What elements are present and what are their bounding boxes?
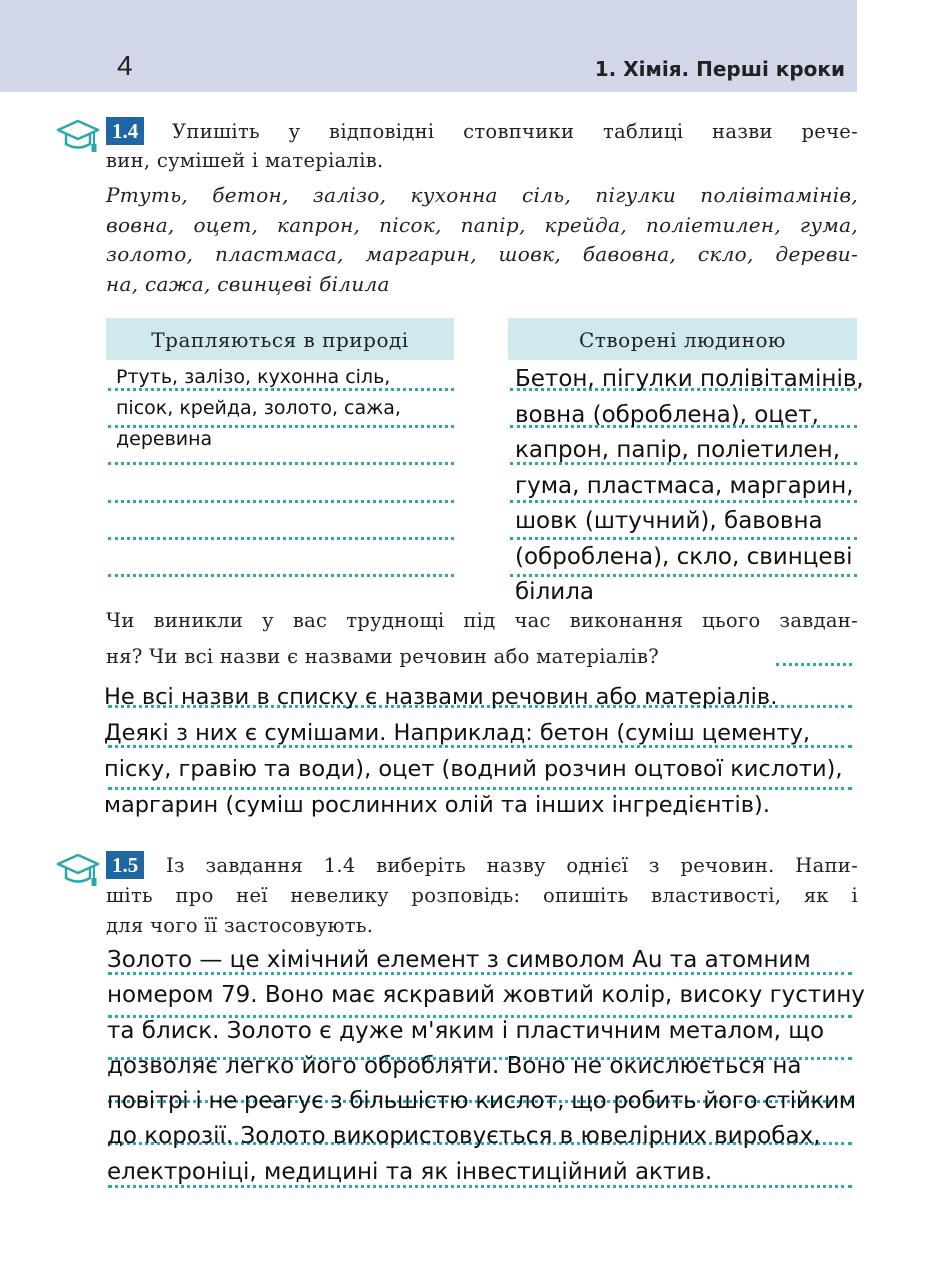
followup-question — [106, 606, 858, 672]
task-prompt-line: шіть про неї невелику розповідь: опишіть властивості, як і — [106, 884, 858, 907]
human-answer-line: шовк (штучний), бавовна — [515, 508, 823, 534]
answer-line — [108, 500, 454, 503]
task-prompt-line: для чого її застосовують. — [106, 914, 374, 937]
task-prompt — [166, 851, 858, 881]
story-answer — [107, 943, 865, 1190]
followup-answer — [104, 679, 843, 823]
task-prompt-line: Упишіть у відповідні стовпчики таблиці назви рече- — [172, 120, 858, 143]
graduation-cap-icon — [56, 118, 102, 154]
story-answer-line: та блиск. Золото є дуже м'яким і пластичним металом, що — [107, 1017, 825, 1044]
word-list-line: Ртуть, бетон, залізо, кухонна сіль, пігулки полівітамінів, — [106, 183, 858, 207]
natural-answer — [116, 362, 401, 455]
column-header-natural: Трапляються в природі — [106, 318, 454, 360]
story-answer-line: номером 79. Воно має яскравий жовтий колір, високу густину — [107, 982, 865, 1009]
task-prompt — [172, 117, 858, 147]
chapter-title: 1. Хімія. Перші кроки — [594, 57, 845, 81]
followup-answer-line: Не всі назви в списку є назвами речовин або матеріалів. — [104, 684, 778, 710]
word-list-line: золото, пластмаса, маргарин, шовк, бавовна, скло, дереви- — [106, 242, 858, 266]
answer-line — [108, 537, 454, 540]
story-answer-line: повітрі і не реагує з більшістю кислот, що робить його стійким — [107, 1088, 856, 1115]
story-answer-line: дозволяє легко його обробляти. Воно не окислюється на — [107, 1052, 802, 1079]
followup-answer-line: піску, гравію та води), оцет (водний розчин оцтової кислоти), — [104, 756, 843, 782]
task-number-badge: 1.5 — [106, 851, 144, 879]
task-prompt-line: Із завдання 1.4 виберіть назву однієї з речовин. Напи- — [166, 854, 858, 877]
human-answer-line: Бетон, пігулки полівітамінів, — [515, 366, 864, 392]
natural-answer-line: деревина — [116, 428, 213, 450]
story-answer-line: електроніці, медицині та як інвестиційний актив. — [107, 1158, 713, 1185]
natural-answer-line: пісок, крейда, золото, сажа, — [116, 397, 401, 419]
story-answer-line: до корозії. Золото використовується в ювелірних виробах, — [107, 1123, 821, 1150]
task-prompt — [106, 146, 858, 176]
column-header-human: Створені людиною — [508, 318, 857, 360]
human-answer-line: гума, пластмаса, маргарин, — [515, 472, 854, 499]
task-prompt — [106, 881, 858, 941]
question-line: ня? Чи всі назви є назвами речовин або матеріалів? — [106, 645, 659, 668]
word-list — [106, 181, 858, 299]
answer-line — [776, 663, 852, 666]
human-answer — [515, 362, 864, 611]
word-list-line: вовна, оцет, капрон, пісок, папір, крейда, поліетилен, гума, — [106, 212, 858, 237]
story-answer-line: Золото — це хімічний елемент з символом Au та атомним — [107, 947, 811, 973]
question-line: Чи виникли у вас труднощі під час виконання цього завдан- — [106, 609, 858, 632]
human-answer-line: капрон, папір, поліетилен, — [515, 437, 841, 463]
graduation-cap-icon — [56, 852, 102, 888]
followup-answer-line: маргарин (суміш рослинних олій та інших інгредієнтів). — [104, 792, 770, 818]
human-answer-line: білила — [515, 579, 595, 605]
page-number: 4 — [117, 50, 133, 81]
task-prompt-line: вин, сумішей і матеріалів. — [106, 149, 384, 172]
human-answer-line: вовна (оброблена), оцет, — [515, 401, 819, 428]
task-number-badge: 1.4 — [106, 117, 144, 145]
natural-answer-line: Ртуть, залізо, кухонна сіль, — [116, 366, 391, 388]
human-answer-line: (оброблена), скло, свинцеві — [515, 543, 853, 570]
answer-line — [108, 574, 454, 577]
followup-answer-line: Деякі з них є сумішами. Наприклад: бетон (суміш цементу, — [104, 720, 811, 746]
answer-line — [108, 462, 454, 465]
word-list-line: на, сажа, свинцеві білила — [106, 271, 390, 296]
